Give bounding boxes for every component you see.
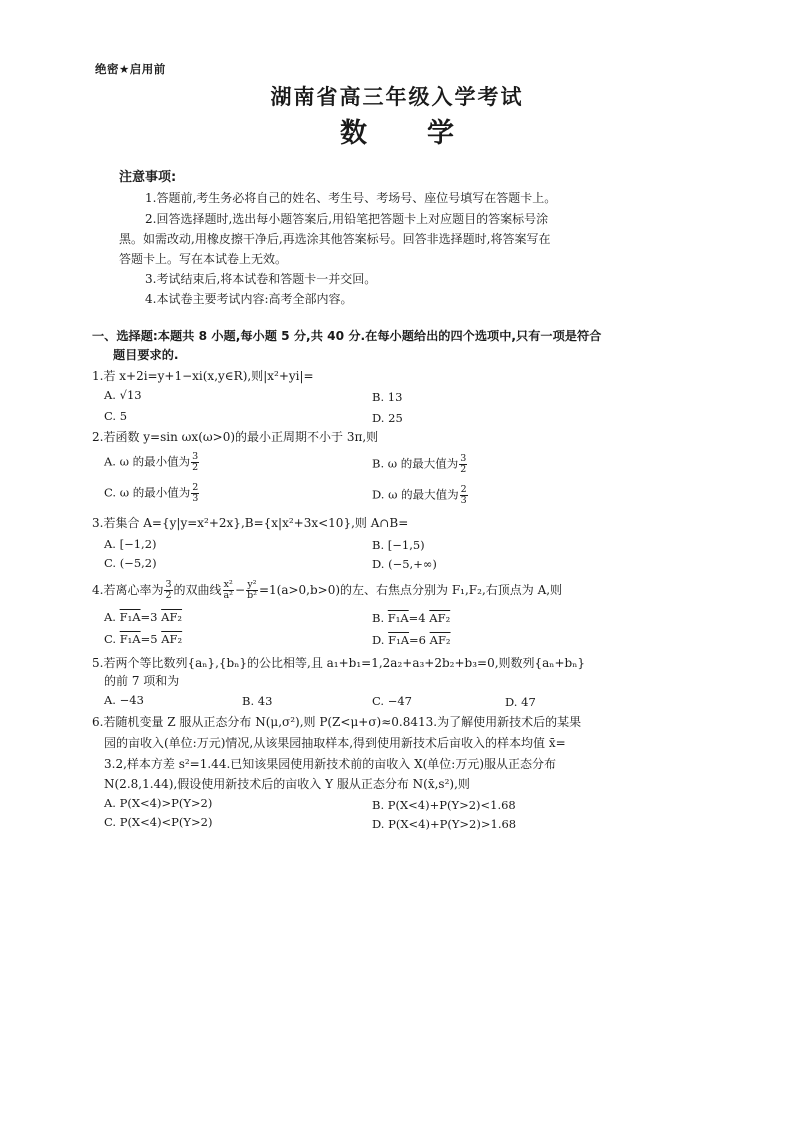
q2-option-c-fraction bbox=[191, 483, 199, 504]
q4-minus: − bbox=[235, 583, 246, 597]
vector-af2: AF₂ bbox=[429, 611, 451, 625]
vector-f1a: F₁A bbox=[119, 610, 141, 624]
q3-option-c: C. (−5,2) bbox=[104, 556, 157, 570]
q2-option-d-fraction bbox=[460, 485, 468, 506]
q4-option-c bbox=[104, 632, 182, 646]
q2-option-a bbox=[104, 452, 200, 473]
option-eq: =4 bbox=[408, 611, 430, 625]
q5-stem-line-2: 的前 7 项和为 bbox=[104, 674, 180, 688]
q4-y-fraction bbox=[246, 580, 258, 601]
q2-stem: 2.若函数 y=sin ωx(ω>0)的最小正周期不小于 3π,则 bbox=[92, 430, 379, 444]
exam-title: 湖南省高三年级入学考试 bbox=[270, 85, 524, 109]
q2-option-a-fraction bbox=[191, 452, 199, 473]
fraction-numerator: 2 bbox=[460, 484, 467, 495]
q3-stem: 3.若集合 A={y|y=x²+2x},B={x|x²+3x<10},则 A∩B= bbox=[92, 516, 409, 530]
option-eq: =6 bbox=[409, 633, 430, 647]
q2-option-c-text: C. ω 的最小值为 bbox=[104, 485, 191, 500]
q2-option-b bbox=[372, 454, 468, 475]
notice-line-2: 2.回答选择题时,选出每小题答案后,用铅笔把答题卡上对应题目的答案标号涂 bbox=[145, 212, 549, 226]
q4-option-b bbox=[372, 611, 450, 625]
notice-line-5: 3.考试结束后,将本试卷和答题卡一并交回。 bbox=[145, 272, 377, 286]
q3-option-a: A. [−1,2) bbox=[104, 537, 157, 551]
q6-stem-line-3: 3.2,样本方差 s²=1.44.已知该果园使用新技术前的亩收入 X(单位:万元)服从正态分布 bbox=[104, 757, 557, 771]
section-heading-cont: 题目要求的. bbox=[113, 348, 179, 362]
option-eq: =3 bbox=[140, 610, 162, 624]
fraction-denominator: 3 bbox=[192, 493, 199, 504]
q4-option-a bbox=[104, 610, 182, 624]
fraction-denominator: 2 bbox=[192, 462, 199, 473]
notice-line-4: 答题卡上。写在本试卷上无效。 bbox=[119, 252, 288, 266]
q2-option-c bbox=[104, 483, 200, 504]
option-label: A. bbox=[104, 610, 120, 624]
q3-option-d: D. (−5,+∞) bbox=[372, 557, 437, 571]
fraction-numerator: y² bbox=[247, 579, 257, 590]
q4-option-d bbox=[372, 633, 451, 647]
vector-af2: AF₂ bbox=[161, 610, 183, 624]
q2-option-b-text: B. ω 的最大值为 bbox=[372, 456, 459, 471]
fraction-denominator: a² bbox=[223, 590, 233, 601]
option-label: D. bbox=[372, 633, 389, 647]
vector-af2: AF₂ bbox=[429, 633, 451, 647]
fraction-numerator: 3 bbox=[460, 453, 467, 464]
fraction-numerator: 3 bbox=[192, 451, 199, 462]
vector-f1a: F₁A bbox=[387, 611, 409, 625]
q4-eccentricity-fraction bbox=[164, 580, 172, 601]
option-eq: =5 bbox=[140, 632, 162, 646]
q6-option-a: A. P(X<4)>P(Y>2) bbox=[104, 796, 213, 810]
q6-option-d: D. P(X<4)+P(Y>2)>1.68 bbox=[372, 817, 517, 831]
q6-option-b: B. P(X<4)+P(Y>2)<1.68 bbox=[372, 798, 516, 812]
q2-option-d bbox=[372, 485, 469, 506]
fraction-numerator: x² bbox=[223, 579, 233, 590]
q5-option-d: D. 47 bbox=[505, 695, 536, 709]
q1-option-a: A. √13 bbox=[104, 388, 142, 402]
q5-stem-line-1: 5.若两个等比数列{aₙ},{bₙ}的公比相等,且 a₁+b₁=1,2a₂+a₃+2b₂+b₃=0,则数列{aₙ+bₙ} bbox=[92, 656, 586, 670]
q5-option-b: B. 43 bbox=[242, 694, 273, 708]
option-label: C. bbox=[104, 632, 120, 646]
q4-stem bbox=[92, 580, 562, 601]
fraction-numerator: 3 bbox=[165, 579, 172, 590]
option-label: B. bbox=[372, 611, 388, 625]
q3-option-b: B. [−1,5) bbox=[372, 538, 425, 552]
q4-x-fraction bbox=[223, 580, 234, 601]
notice-line-6: 4.本试卷主要考试内容:高考全部内容。 bbox=[145, 292, 353, 306]
q1-option-b: B. 13 bbox=[372, 390, 403, 404]
q2-option-a-text: A. ω 的最小值为 bbox=[104, 454, 191, 469]
fraction-denominator: 3 bbox=[460, 495, 467, 506]
notice-line-1: 1.答题前,考生务必将自己的姓名、考生号、考场号、座位号填写在答题卡上。 bbox=[145, 191, 557, 205]
vector-f1a: F₁A bbox=[119, 632, 141, 646]
vector-af2: AF₂ bbox=[161, 632, 183, 646]
fraction-denominator: b² bbox=[247, 590, 257, 601]
q5-option-a: A. −43 bbox=[104, 693, 144, 707]
fraction-denominator: 2 bbox=[165, 590, 172, 601]
q1-option-d: D. 25 bbox=[372, 411, 403, 425]
q6-stem-line-4: N(2.8,1.44),假设使用新技术后的亩收入 Y 服从正态分布 N(x̄,s²),则 bbox=[104, 777, 470, 791]
section-heading: 一、选择题:本题共 8 小题,每小题 5 分,共 40 分.在每小题给出的四个选项中,只有一项是符合 bbox=[92, 329, 602, 343]
q6-option-c: C. P(X<4)<P(Y>2) bbox=[104, 815, 213, 829]
secret-label: 绝密★启用前 bbox=[95, 62, 166, 76]
q2-option-d-text: D. ω 的最大值为 bbox=[372, 487, 459, 502]
fraction-denominator: 2 bbox=[460, 464, 467, 475]
vector-f1a: F₁A bbox=[388, 633, 410, 647]
notice-heading: 注意事项: bbox=[119, 170, 177, 185]
q2-option-b-fraction bbox=[459, 454, 467, 475]
q4-stem-pre: 4.若离心率为 bbox=[92, 583, 164, 597]
q1-option-c: C. 5 bbox=[104, 409, 128, 423]
q6-stem-line-2: 园的亩收入(单位:万元)情况,从该果园抽取样本,得到使用新技术后亩收入的样本均值 x̄= bbox=[104, 736, 566, 750]
fraction-numerator: 2 bbox=[192, 482, 199, 493]
q5-option-c: C. −47 bbox=[372, 694, 412, 708]
q4-stem-mid: 的双曲线 bbox=[173, 583, 222, 597]
notice-line-3: 黑。如需改动,用橡皮擦干净后,再选涂其他答案标号。回答非选择题时,将答案写在 bbox=[119, 232, 551, 246]
q4-stem-post: =1(a>0,b>0)的左、右焦点分别为 F₁,F₂,右顶点为 A,则 bbox=[258, 583, 563, 597]
q1-stem: 1.若 x+2i=y+1−xi(x,y∈R),则|x²+yi|= bbox=[92, 369, 314, 383]
subject-title: 数学 bbox=[340, 118, 514, 149]
q6-stem-line-1: 6.若随机变量 Z 服从正态分布 N(μ,σ²),则 P(Z<μ+σ)≈0.8413.为了解使用新技术后的某果 bbox=[92, 715, 582, 729]
